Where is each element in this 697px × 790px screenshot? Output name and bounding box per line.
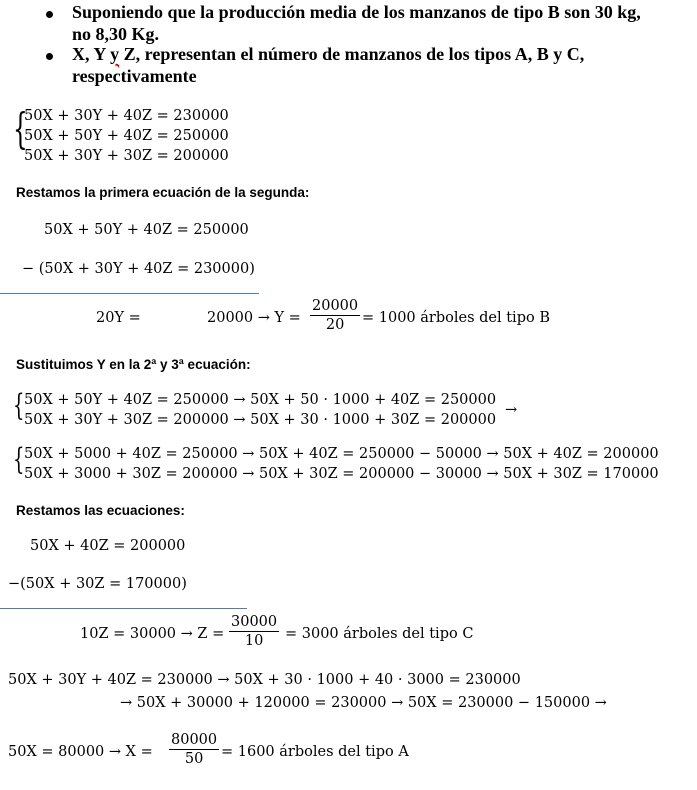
heading-subtract-first: Restamos la primera ecuación de la segunda: [16, 185, 310, 200]
sub2-result-right: = 3000 árboles del tipo C [285, 626, 474, 642]
system1-eq-1: 50X + 30Y + 40Z = 230000 [24, 108, 229, 124]
final-line-2: → 50X + 30000 + 120000 = 230000 → 50X = 230000 − 150000 → [120, 695, 607, 711]
sub2-fraction [229, 613, 279, 650]
final-line-3-left: 50X = 80000 → X = [8, 744, 153, 760]
subtraction-rule [0, 608, 247, 609]
sub2-fraction-numerator: 30000 [231, 614, 278, 630]
system3-eq-2: 50X + 3000 + 30Z = 200000 → 50X + 30Z = 200000 − 30000 → 50X + 30Z = 170000 [24, 466, 659, 482]
sub2-fraction-denominator: 10 [244, 633, 264, 649]
sub2-eq-a: 50X + 40Z = 200000 [30, 538, 186, 554]
left-brace: { [13, 442, 25, 477]
final-fraction-numerator: 80000 [171, 732, 218, 748]
heading-substitute-y: Sustituimos Y en la 2ª y 3ª ecuación: [16, 357, 251, 372]
bullet-1-line-2: no 8,30 Kg. [72, 24, 160, 44]
bullet-dot [46, 53, 53, 60]
bullet-dot [46, 11, 53, 18]
bullet-2-text-a: X, Y [72, 44, 111, 64]
system3-eq-1: 50X + 5000 + 40Z = 250000 → 50X + 40Z = 250000 − 50000 → 50X + 40Z = 200000 [24, 446, 659, 462]
final-fraction [169, 731, 219, 768]
left-brace: { [13, 388, 25, 423]
sub2-result-left: 10Z = 30000 → Z = [80, 626, 225, 642]
bullet-2-line-1 [72, 44, 584, 65]
system2-arrow: → [505, 402, 518, 418]
bullet-1-line-1: Suponiendo que la producción media de los manzanos de tipo B son 30 kg, [72, 2, 641, 22]
bullet-2-text-b: Z, representan el número de manzanos de los tipos A, B y C, [119, 44, 585, 64]
bullet-2-line-2: respectivamente [72, 66, 197, 86]
sub1-fraction-denominator: 20 [325, 317, 345, 333]
sub1-eq-b: − (50X + 30Y + 40Z = 230000) [22, 261, 255, 277]
sub2-eq-b: −(50X + 30Z = 170000) [8, 576, 187, 592]
bullet-2-spellcheck-word: y [110, 44, 120, 64]
final-line-3-right: = 1600 árboles del tipo A [221, 744, 409, 760]
sub1-result-left: 20Y = [96, 310, 141, 326]
final-fraction-denominator: 50 [184, 751, 204, 767]
heading-subtract-equations: Restamos las ecuaciones: [16, 503, 185, 518]
system1-eq-2: 50X + 50Y + 40Z = 250000 [24, 128, 229, 144]
left-brace: { [13, 104, 28, 153]
final-line-1: 50X + 30Y + 40Z = 230000 → 50X + 30 · 1000 + 40 · 3000 = 230000 [8, 672, 521, 688]
subtraction-rule [0, 293, 259, 294]
system2-eq-2: 50X + 30Y + 30Z = 200000 → 50X + 30 · 1000 + 30Z = 200000 [24, 412, 497, 428]
sub1-result-right: = 1000 árboles del tipo B [362, 310, 550, 326]
sub1-result-mid: 20000 → Y = [207, 310, 301, 326]
system2-eq-1: 50X + 50Y + 40Z = 250000 → 50X + 50 · 1000 + 40Z = 250000 [24, 392, 497, 408]
system1-eq-3: 50X + 30Y + 30Z = 200000 [24, 148, 229, 164]
sub1-fraction-numerator: 20000 [312, 298, 359, 314]
sub1-fraction [310, 297, 360, 334]
sub1-eq-a: 50X + 50Y + 40Z = 250000 [44, 222, 249, 238]
